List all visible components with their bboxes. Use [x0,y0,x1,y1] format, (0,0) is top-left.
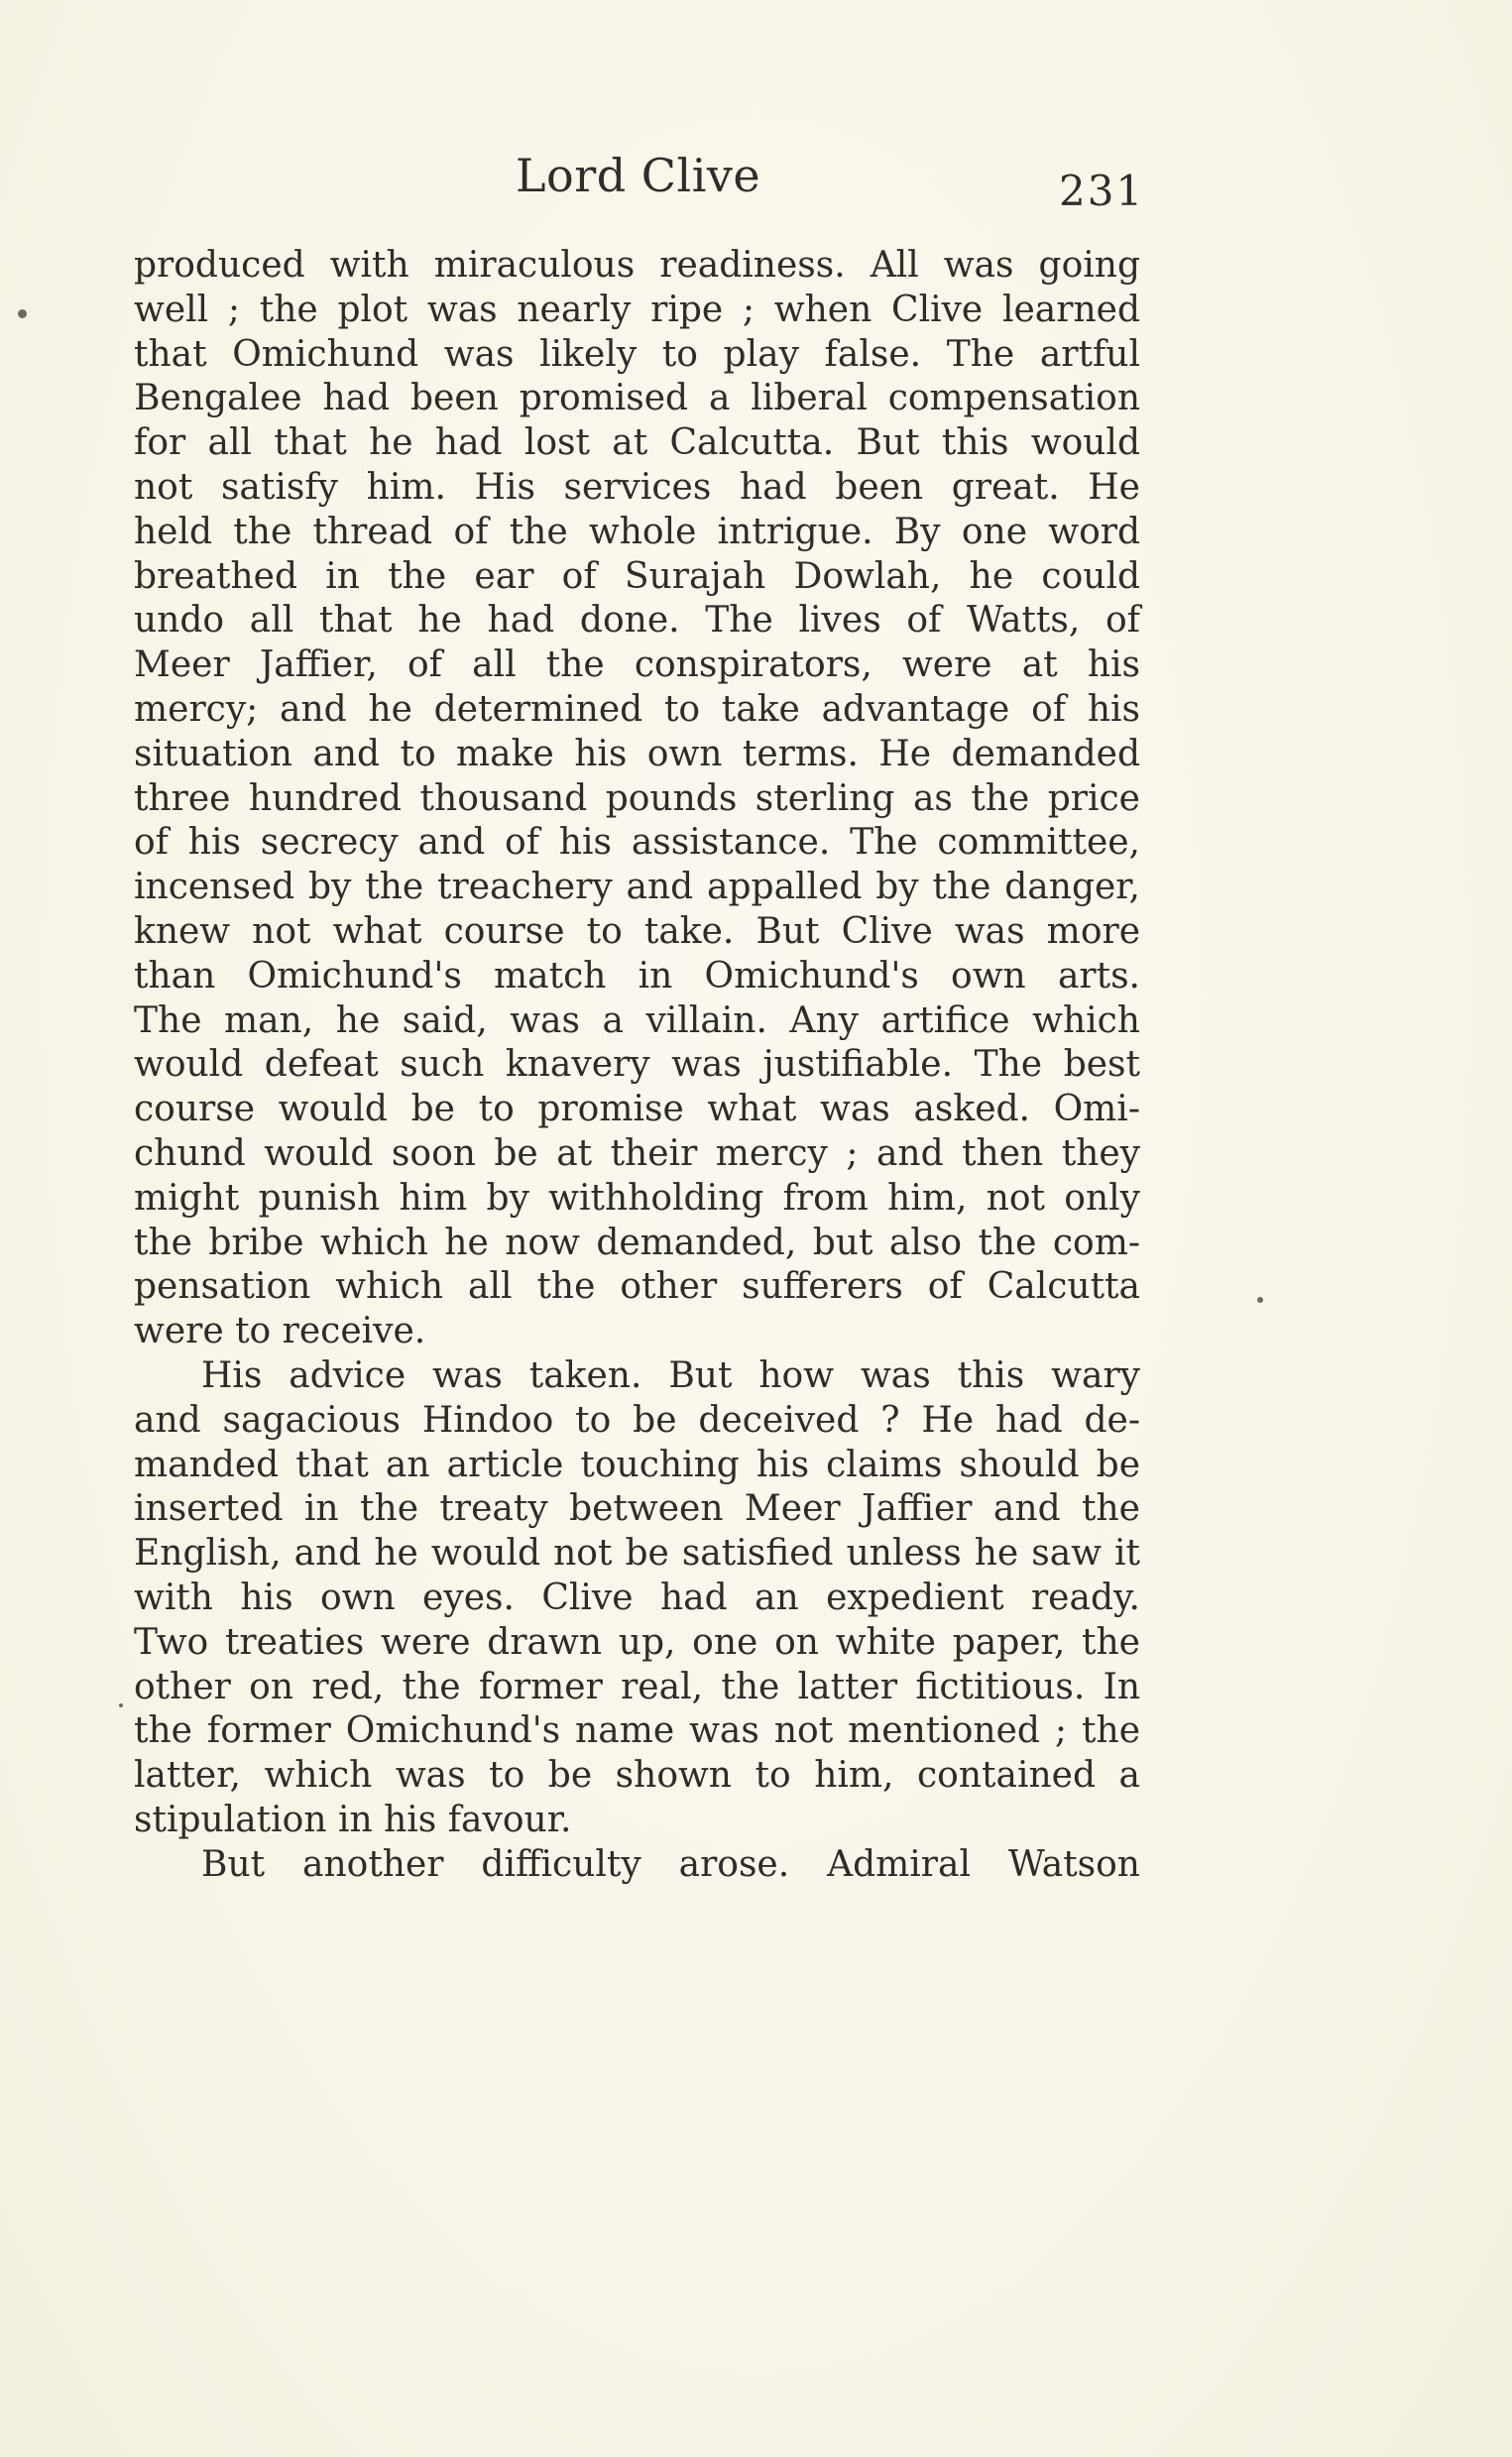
text-line: the bribe which he now demanded, but also the com- [134,1222,1140,1263]
text-line: for all that he had lost at Calcutta. But this would [134,422,1140,464]
text-line: chund would soon be at their mercy ; and then they [134,1132,1140,1174]
text-line: His advice was taken. But how was this wary [201,1354,1140,1396]
ink-speck [1257,1297,1263,1303]
text-line: three hundred thousand pounds sterling as the price [134,777,1140,819]
running-head-title: Lord Clive [516,149,761,202]
body-text [134,244,1140,1887]
text-line: other on red, the former real, the latter fictitious. In [134,1666,1140,1707]
text-line: mercy; and he determined to take advantage of his [134,688,1140,730]
text-line: and sagacious Hindoo to be deceived ? He had de- [134,1399,1140,1441]
text-line: incensed by the treachery and appalled by the danger, [134,867,1140,908]
text-line: not satisfy him. His services had been great. He [134,466,1140,508]
text-line: held the thread of the whole intrigue. By one word [134,511,1140,552]
text-line: English, and he would not be satisfied unless he saw it [134,1533,1140,1575]
text-line: might punish him by withholding from him, not only [134,1177,1140,1219]
text-line: manded that an article touching his claims should be [134,1444,1140,1485]
text-line: well ; the plot was nearly ripe ; when Clive learned [134,289,1140,330]
text-line: knew not what course to take. But Clive was more [134,910,1140,952]
text-line: The man, he said, was a villain. Any artifice which [134,999,1140,1041]
text-line: pensation which all the other sufferers of Calcutta [134,1266,1140,1308]
text-line: latter, which was to be shown to him, contained a [134,1755,1140,1797]
text-line: with his own eyes. Clive had an expedient ready. [134,1577,1140,1618]
page-number: 231 [1059,167,1145,215]
text-line: breathed in the ear of Surajah Dowlah, he could [134,555,1140,597]
text-line: Bengalee had been promised a liberal compensation [134,378,1140,419]
text-line: produced with miraculous readiness. All was going [134,245,1140,286]
text-line: would defeat such knavery was justifiable. The best [134,1044,1140,1086]
text-line: undo all that he had done. The lives of Watts, of [134,600,1140,642]
text-line: were to receive. [134,1311,426,1352]
text-line: the former Omichund's name was not mentioned ; the [134,1710,1140,1752]
text-line: Two treaties were drawn up, one on white paper, the [134,1621,1140,1663]
text-line: than Omichund's match in Omichund's own arts. [134,955,1140,996]
text-line: situation and to make his own terms. He demanded [134,733,1140,774]
ink-speck [18,309,27,318]
text-line: course would be to promise what was asked. Omi- [134,1089,1140,1130]
text-line: that Omichund was likely to play false. The artful [134,333,1140,375]
text-line: Meer Jaffier, of all the conspirators, were at his [134,644,1140,686]
text-line: of his secrecy and of his assistance. The committee, [134,822,1140,864]
text-line: But another difficulty arose. Admiral Watson [201,1843,1140,1885]
text-line: inserted in the treaty between Meer Jaffier and the [134,1488,1140,1530]
ink-speck [119,1703,123,1707]
text-line: stipulation in his favour. [134,1799,572,1840]
